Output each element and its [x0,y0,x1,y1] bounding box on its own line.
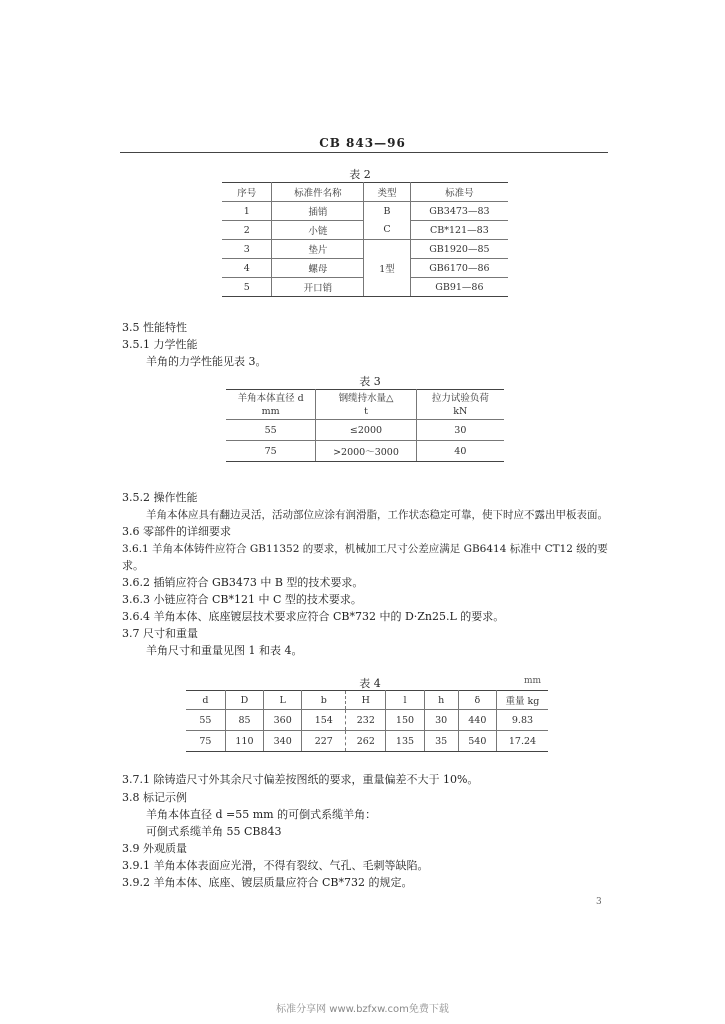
table2-cell: 小链 [272,221,364,240]
table2-header: 序号 [222,183,272,202]
table-row [222,240,508,259]
table2-cell: 螺母 [272,259,364,278]
table2-cell: 4 [222,259,272,278]
table2-cell: 1 [222,202,272,221]
table2-cell [364,240,410,259]
table2-cell: GB6170—86 [410,259,508,278]
table2-cell: 1型 [364,259,410,278]
table4-header: b [302,691,346,710]
table-row [222,278,508,297]
table4-cell: 440 [458,710,496,731]
table4 [186,690,548,752]
table2-cell [364,278,410,297]
section-3-6-heading: 3.6 零部件的详细要求 [122,525,231,538]
table4-cell: 35 [424,731,458,752]
footer-watermark[interactable]: 标准分享网 www.bzfxw.com免费下载 [276,1004,449,1015]
table-row [222,259,508,278]
table3-cell: 40 [416,441,504,462]
page-number: 3 [596,897,602,907]
table3-header: 羊角本体直径 d [226,390,316,405]
table2-cell: GB1920—85 [410,240,508,259]
table-row [226,420,504,441]
table4-header: d [186,691,225,710]
table-row [222,221,508,240]
table4-cell: 135 [386,731,424,752]
section-3-7-1-text: 3.7.1 除铸造尺寸外其余尺寸偏差按图纸的要求，重量偏差不大于 10%。 [122,773,479,786]
table4-cell: 154 [302,710,346,731]
table4-cell: 75 [186,731,225,752]
table4-unit: mm [524,676,542,686]
section-3-6-1-text: 3.6.1 羊角本体铸件应符合 GB11352 的要求，机械加工尺寸公差应满足 GB6414 标准中 CT12 级的要 [122,543,608,555]
table2-cell: GB3473—83 [410,202,508,221]
table3-cell: 30 [416,420,504,441]
table4-header: h [424,691,458,710]
table3-unit: mm [226,405,316,420]
table3-header: 拉力试验负荷 [416,390,504,405]
table4-cell: 110 [225,731,263,752]
section-3-5-1-heading: 3.5.1 力学性能 [122,338,198,351]
table4-cell: 232 [346,710,386,731]
section-3-6-1-text-cont: 求。 [122,559,144,572]
table2-cell: 垫片 [272,240,364,259]
section-3-5-2-heading: 3.5.2 操作性能 [122,491,198,504]
section-3-8-heading: 3.8 标记示例 [122,791,187,804]
section-3-7-text: 羊角尺寸和重量见图 1 和表 4。 [146,644,303,657]
table4-cell: 17.24 [496,731,548,752]
table4-cell: 9.83 [496,710,548,731]
table2-caption: 表 2 [349,168,371,181]
table3 [226,389,504,462]
table4-cell: 85 [225,710,263,731]
table2-header: 类型 [364,183,410,202]
page-header-standard-code: CB 843—96 [319,136,406,150]
section-3-5-heading: 3.5 性能特性 [122,321,187,334]
table2-cell: CB*121—83 [410,221,508,240]
table-row [222,202,508,221]
table-row [226,441,504,462]
table3-cell: 55 [226,420,316,441]
table2-cell: 2 [222,221,272,240]
table4-header: H [346,691,386,710]
section-3-6-4-text: 3.6.4 羊角本体、底座镀层技术要求应符合 CB*732 中的 D·Zn25.L 的要求。 [122,610,505,623]
section-3-6-3-text: 3.6.3 小链应符合 CB*121 中 C 型的技术要求。 [122,593,362,606]
table4-cell: 30 [424,710,458,731]
table4-cell: 55 [186,710,225,731]
table2-cell: 插销 [272,202,364,221]
table4-header: l [386,691,424,710]
table4-header: 重量 kg [496,691,548,710]
table4-cell: 262 [346,731,386,752]
table4-cell: 340 [264,731,302,752]
section-3-8-line2: 可倒式系缆羊角 55 CB843 [146,825,282,838]
table2-cell: 开口销 [272,278,364,297]
table4-cell: 360 [264,710,302,731]
table2-cell: GB91—86 [410,278,508,297]
section-3-8-line1: 羊角本体直径 d =55 mm 的可倒式系缆羊角： [146,808,377,821]
table3-caption: 表 3 [359,375,381,388]
table-row [186,731,548,752]
table2-cell: 3 [222,240,272,259]
table3-cell: 75 [226,441,316,462]
header-rule [120,152,608,153]
table3-unit: t [316,405,416,420]
section-3-9-heading: 3.9 外观质量 [122,842,187,855]
table4-header: δ [458,691,496,710]
table3-header: 钢缆持水量△ [316,390,416,405]
section-3-5-1-text: 羊角的力学性能见表 3。 [146,355,267,368]
table2-cell: 5 [222,278,272,297]
section-3-9-1-text: 3.9.1 羊角本体表面应光滑，不得有裂纹、气孔、毛刺等缺陷。 [122,859,429,872]
table4-cell: 540 [458,731,496,752]
table3-cell: ≤2000 [316,420,416,441]
table2-cell: B [364,202,410,221]
table4-caption: 表 4 [359,677,381,690]
table-row [186,710,548,731]
table4-cell: 227 [302,731,346,752]
section-3-5-2-text: 羊角本体应具有翻边灵活，活动部位应涂有润滑脂，工作状态稳定可靠，使下时应不露出甲板表面。 [146,509,608,521]
table2-header: 标准号 [410,183,508,202]
table4-header: L [264,691,302,710]
table2-header: 标准件名称 [272,183,364,202]
table3-cell: >2000～3000 [316,441,416,462]
table2-cell: C [364,221,410,240]
section-3-6-2-text: 3.6.2 插销应符合 GB3473 中 B 型的技术要求。 [122,576,364,589]
table4-header: D [225,691,263,710]
table3-unit: kN [416,405,504,420]
section-3-7-heading: 3.7 尺寸和重量 [122,627,198,640]
table4-cell: 150 [386,710,424,731]
section-3-9-2-text: 3.9.2 羊角本体、底座、镀层质量应符合 CB*732 的规定。 [122,876,413,889]
table2 [222,182,508,297]
